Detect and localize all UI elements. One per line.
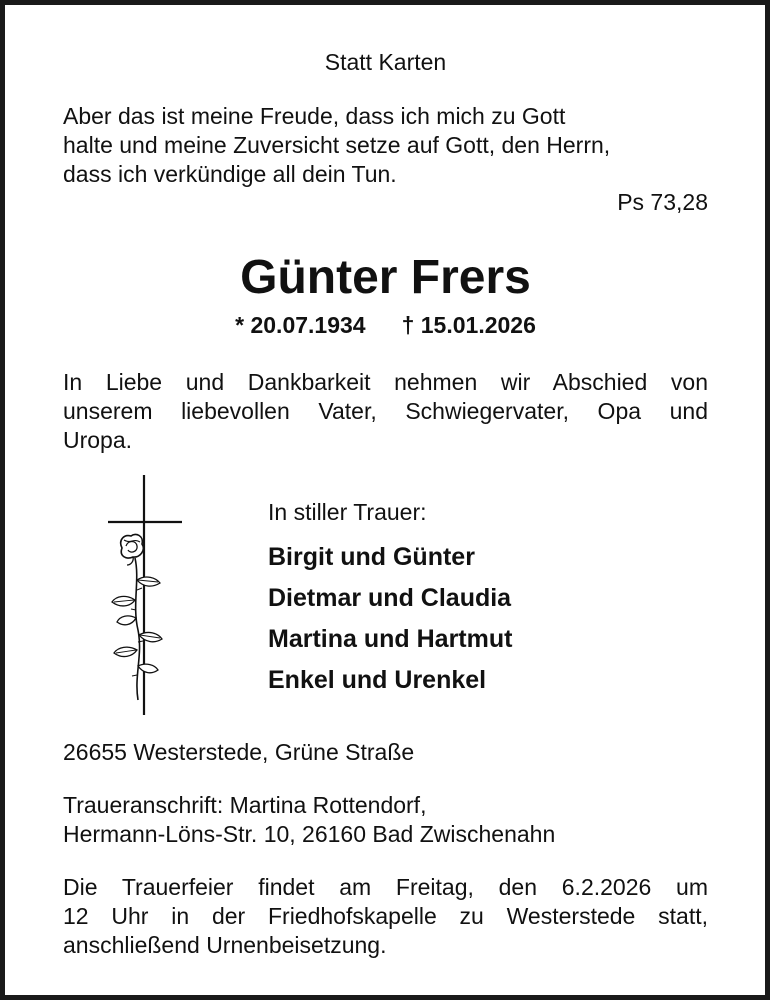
birth-date: * 20.07.1934: [235, 312, 366, 338]
mourners-intro: In stiller Trauer:: [268, 499, 427, 525]
ceremony-info: [63, 873, 708, 960]
mourning-contact: [63, 791, 708, 849]
ceremony-line: 12 Uhr in der Friedhofskapelle zu Westerstede statt,: [63, 903, 708, 929]
mourner-family: Dietmar und Claudia: [268, 584, 512, 612]
contact-line: Traueranschrift: Martina Rottendorf,: [63, 792, 427, 818]
farewell-line: unserem liebevollen Vater, Schwiegervater, Opa und: [63, 398, 708, 424]
mourner-family: Enkel und Urenkel: [268, 666, 487, 694]
verse-line: halte und meine Zuversicht setze auf Gott, den Herrn,: [63, 132, 611, 158]
cross-with-rose-icon: [100, 470, 190, 720]
mourners-list: [268, 497, 708, 701]
verse-reference: [63, 188, 708, 217]
residence-address: [63, 738, 708, 767]
mourner-family: Martina und Hartmut: [268, 625, 513, 653]
ceremony-line: anschließend Urnenbeisetzung.: [63, 932, 387, 958]
farewell-line: Uropa.: [63, 427, 133, 453]
address-text: 26655 Westerstede, Grüne Straße: [63, 739, 415, 765]
notice-header: [63, 48, 708, 77]
verse-line: Aber das ist meine Freude, dass ich mich zu Gott: [63, 103, 566, 129]
verse-reference-text: Ps 73,28: [617, 189, 708, 215]
header-text: Statt Karten: [324, 49, 447, 75]
life-dates: [63, 310, 708, 340]
ceremony-line: Die Trauerfeier findet am Freitag, den 6.2.2026 um: [63, 874, 708, 900]
verse-line: dass ich verkündige all dein Tun.: [63, 161, 397, 187]
deceased-name: Günter Frers: [240, 251, 531, 304]
contact-line: Hermann-Löns-Str. 10, 26160 Bad Zwischenahn: [63, 821, 556, 847]
farewell-line: In Liebe und Dankbarkeit nehmen wir Abschied von: [63, 369, 708, 395]
bible-verse: [63, 102, 708, 189]
mourner-family: Birgit und Günter: [268, 543, 475, 571]
farewell-text: [63, 368, 708, 455]
death-date: † 15.01.2026: [401, 312, 536, 338]
